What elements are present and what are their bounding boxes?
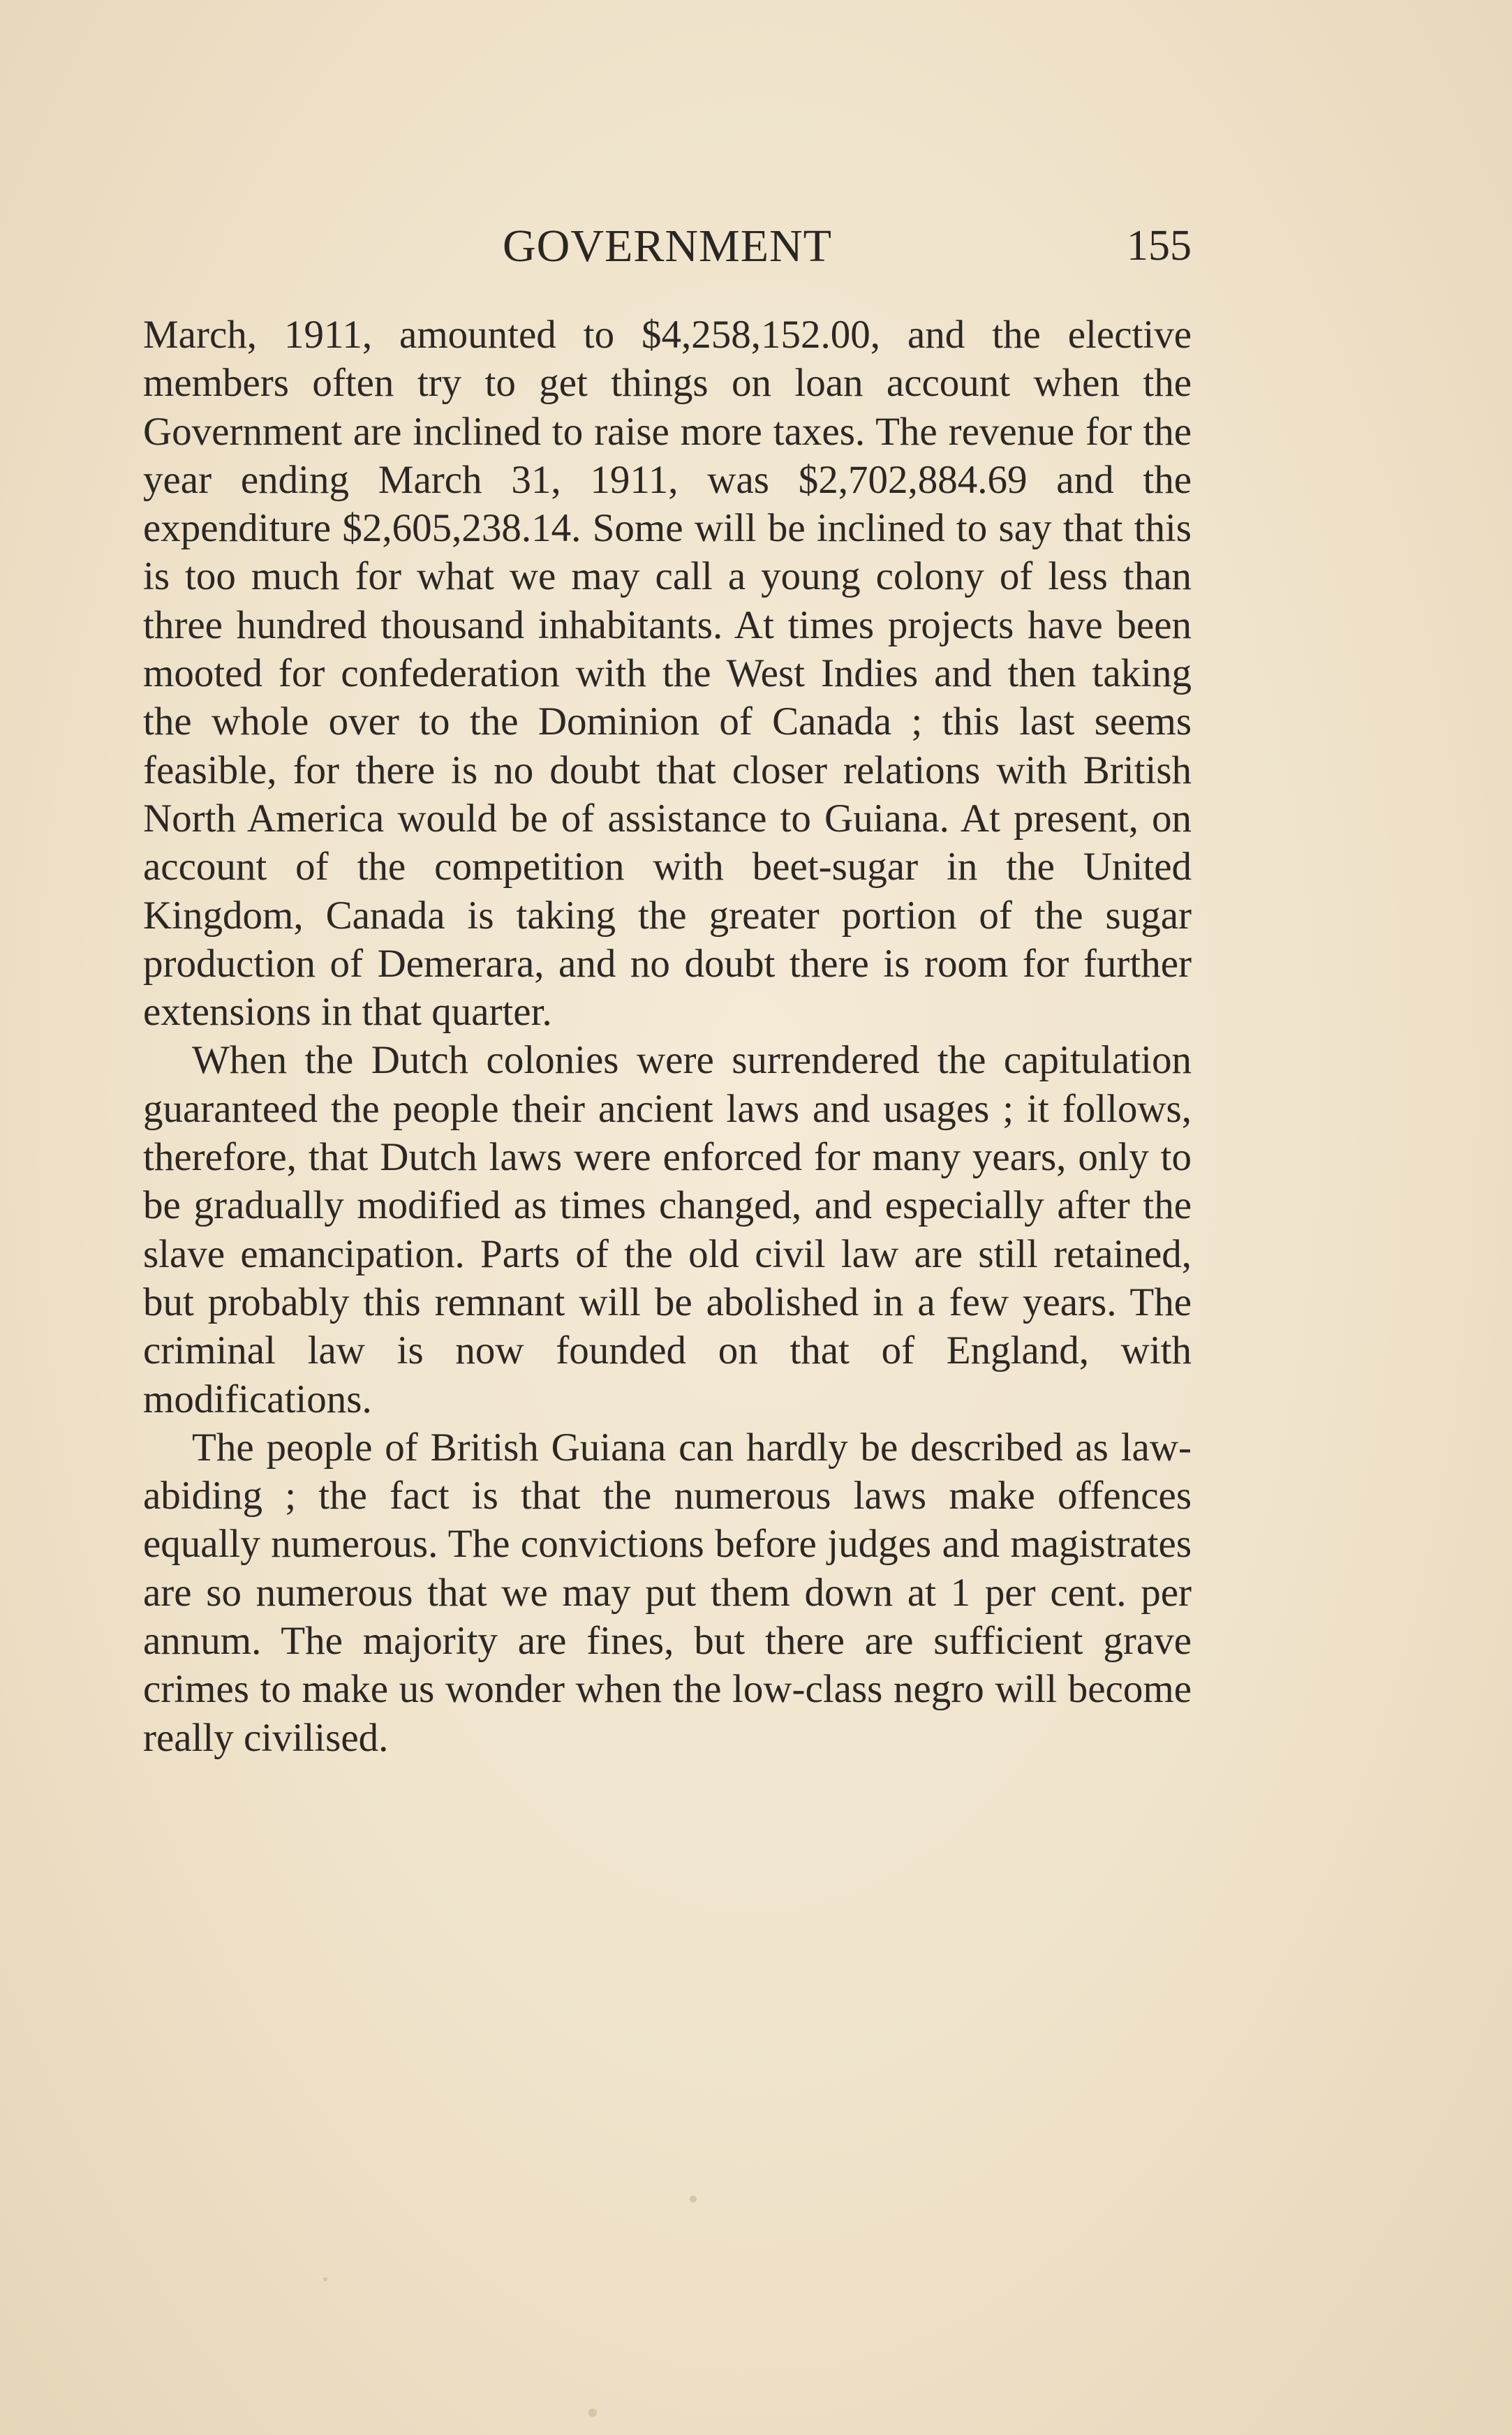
running-title: GOVERNMENT	[503, 221, 832, 272]
paper-speck	[690, 2196, 697, 2203]
paragraph-dutch-laws: When the Dutch colonies were surrendered the capitulation guaranteed the people their ancient laws and usages ; it follows, therefore, that Dutch laws were enforced for many years, only to be gradually modified as times changed, and especially after the slave emancipation. Parts of the old civil law are still retained, but probably this remnant will be abolished in a few years. The criminal law is now founded on that of England, with modifications.	[143, 1038, 1192, 1421]
page-header	[143, 213, 1192, 279]
paragraph-continued: March, 1911, amounted to $4,258,152.00, and the elective members often try to get things on loan account when the Government are inclined to raise more taxes. The revenue for the year ending March 31, 1911, was $2,702,884.69 and the expenditure $2,605,238.14. Some will be inclined to say that this is too much for what we may call a young colony of less than three hundred thousand inhabitants. At times projects have been mooted for confederation with the West Indies and then taking the whole over to the Dominion of Canada ; this last seems feasible, for there is no doubt that closer relations with British North America would be of assistance to Guiana. At present, on account of the competition with beet-sugar in the United Kingdom, Canada is taking the greater portion of the sugar production of Demerara, and no doubt there is room for further extensions in that quarter.	[143, 313, 1192, 1035]
paper-speck	[323, 2277, 327, 2281]
paragraph-law-abiding: The people of British Guiana can hardly be described as law-abiding ; the fact is that the numerous laws make offences equally numerous. The convictions before judges and magistrates are so numerous that we may put them down at 1 per cent. per annum. The majority are fines, but there are sufficient grave crimes to make us wonder when the low-class negro will become really civilised.	[143, 1425, 1192, 1760]
paper-speck	[588, 2408, 597, 2417]
body-text	[143, 311, 1192, 1762]
page-number: 155	[1127, 222, 1192, 269]
